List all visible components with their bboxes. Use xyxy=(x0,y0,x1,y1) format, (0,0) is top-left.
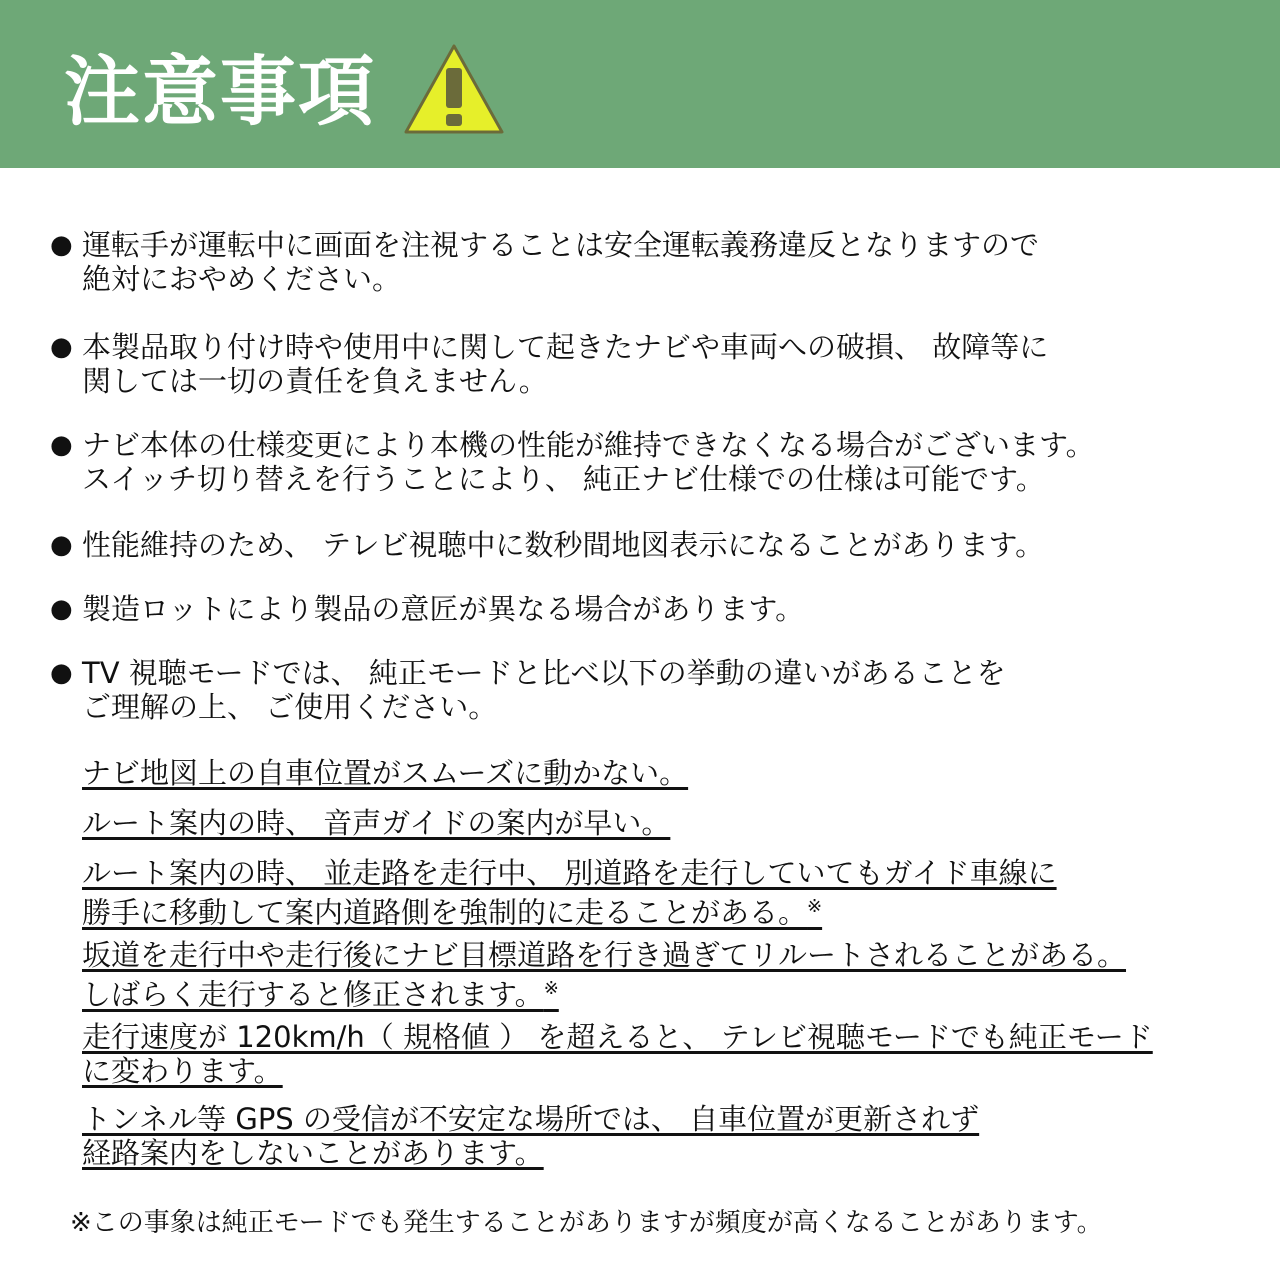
behavior-difference-item xyxy=(82,856,1057,930)
notice-text-line: 本製品取り付け時や使用中に関して起きたナビや車両への破損、 故障等に xyxy=(82,330,1049,364)
behavior-difference-item xyxy=(82,756,688,790)
notice-item xyxy=(50,656,1250,724)
behavior-text-line: 経路案内をしないことがあります。 xyxy=(82,1136,544,1170)
bullet-dot: ● xyxy=(50,332,73,362)
notice-text-line: 関しては一切の責任を負えません。 xyxy=(82,364,548,398)
behavior-text-line xyxy=(82,972,1126,1012)
notice-text-line: TV 視聴モードでは、 純正モードと比べ以下の挙動の違いがあることを xyxy=(82,656,1006,690)
notice-item xyxy=(50,592,1250,626)
notice-item xyxy=(50,528,1250,562)
behavior-text: 勝手に移動して案内道路側を強制的に走ることがある。 xyxy=(82,895,808,930)
notice-text-line: 製造ロットにより製品の意匠が異なる場合があります。 xyxy=(82,592,805,626)
behavior-text-line: ルート案内の時、 音声ガイドの案内が早い。 xyxy=(82,806,671,840)
notice-text-line: 性能維持のため、 テレビ視聴中に数秒間地図表示になることがあります。 xyxy=(82,528,1045,562)
behavior-text: しばらく走行すると修正されます。 xyxy=(82,977,544,1012)
behavior-text-line: 坂道を走行中や走行後にナビ目標道路を行き過ぎてリルートされることがある。 xyxy=(82,938,1127,972)
behavior-difference-item xyxy=(82,938,1126,1012)
notice-text-line: ナビ本体の仕様変更により本機の性能が維持できなくなる場合がございます。 xyxy=(82,428,1095,462)
behavior-difference-item xyxy=(82,1102,979,1170)
footnote: ※この事象は純正モードでも発生することがありますが頻度が高くなることがあります。 xyxy=(70,1208,1103,1238)
behavior-text-line: トンネル等 GPS の受信が不安定な場所では、 自車位置が更新されず xyxy=(82,1102,980,1136)
note-mark: ※ xyxy=(543,978,559,999)
behavior-text-line: ルート案内の時、 並走路を走行中、 別道路を走行していてもガイド車線に xyxy=(82,856,1057,890)
bullet-dot: ● xyxy=(50,594,73,624)
note-mark: ※ xyxy=(807,896,823,917)
notice-item xyxy=(50,428,1250,496)
behavior-text-line xyxy=(82,890,1057,930)
bullet-dot: ● xyxy=(50,658,73,688)
behavior-text-line: ナビ地図上の自車位置がスムーズに動かない。 xyxy=(82,756,689,790)
notice-text-line: ご理解の上、 ご使用ください。 xyxy=(82,690,498,724)
bullet-dot: ● xyxy=(50,530,73,560)
behavior-difference-item xyxy=(82,806,670,840)
behavior-difference-item xyxy=(82,1020,1153,1088)
notice-text-line: 運転手が運転中に画面を注視することは安全運転義務違反となりますので xyxy=(82,228,1040,262)
behavior-text-line: 走行速度が 120km/h（ 規格値 ） を超えると、 テレビ視聴モードでも純正モード xyxy=(82,1020,1153,1054)
notice-text-line: スイッチ切り替えを行うことにより、 純正ナビ仕様での仕様は可能です。 xyxy=(82,462,1045,496)
bullet-dot: ● xyxy=(50,430,73,460)
behavior-text-line: に変わります。 xyxy=(82,1054,283,1088)
notice-item xyxy=(50,228,1250,296)
bullet-dot: ● xyxy=(50,230,73,260)
page-title: 注意事項 xyxy=(64,47,376,136)
notice-text-line: 絶対におやめください。 xyxy=(82,262,402,296)
notice-item xyxy=(50,330,1250,398)
